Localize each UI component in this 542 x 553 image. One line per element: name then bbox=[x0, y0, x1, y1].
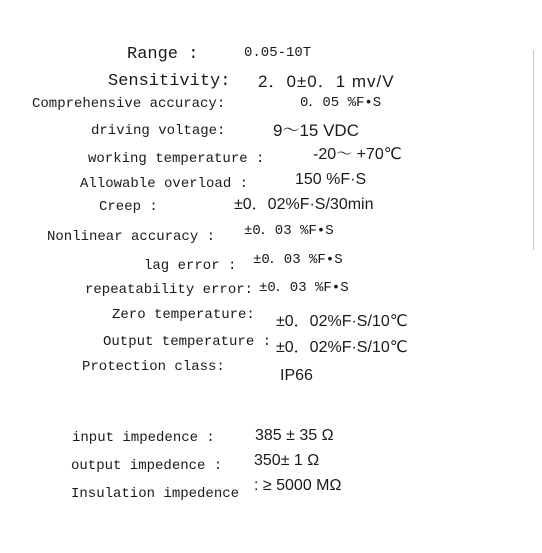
output-temperature-value: ±0．02%F·S/10℃ bbox=[276, 339, 408, 356]
output-impedence-label: output impedence : bbox=[71, 458, 223, 474]
sensitivity-label: Sensitivity: bbox=[108, 72, 231, 91]
nonlinear-accuracy-value: ±0．03 %F•S bbox=[244, 223, 334, 239]
lag-error-value: ±0．03 %F•S bbox=[253, 252, 343, 268]
protection-class-label: Protection class: bbox=[82, 359, 225, 375]
zero-temperature-value: ±0．02%F·S/10℃ bbox=[276, 313, 408, 330]
repeatability-error-value: ±0．03 %F•S bbox=[259, 280, 349, 296]
insulation-impedence-value: : ≥ 5000 MΩ bbox=[254, 477, 342, 494]
nonlinear-accuracy-label: Nonlinear accuracy : bbox=[47, 229, 216, 245]
protection-class-value: IP66 bbox=[280, 367, 313, 384]
comprehensive-accuracy-value: 0．05 %F•S bbox=[300, 95, 382, 111]
sensitivity-value: 2．0±0．1 mv/V bbox=[258, 72, 395, 91]
lag-error-label: lag error : bbox=[144, 258, 237, 274]
output-temperature-label: Output temperature : bbox=[103, 334, 272, 350]
creep-value: ±0．02%F·S/30min bbox=[234, 196, 374, 213]
insulation-impedence-label: Insulation impedence bbox=[71, 486, 240, 502]
input-impedence-value: 385 ± 35 Ω bbox=[255, 427, 334, 444]
allowable-overload-value: 150 %F·S bbox=[295, 171, 367, 188]
driving-voltage-label: driving voltage: bbox=[91, 123, 226, 139]
repeatability-error-label: repeatability error: bbox=[85, 282, 254, 298]
input-impedence-label: input impedence : bbox=[72, 430, 215, 446]
working-temperature-label: working temperature : bbox=[88, 151, 265, 167]
driving-voltage-value: 9～15 VDC bbox=[273, 121, 359, 140]
range-label: Range : bbox=[127, 45, 199, 64]
range-value: 0.05-10T bbox=[244, 45, 312, 61]
working-temperature-value: -20～ +70℃ bbox=[313, 146, 402, 163]
comprehensive-accuracy-label: Comprehensive accuracy: bbox=[32, 96, 226, 112]
right-border-line bbox=[533, 50, 534, 250]
zero-temperature-label: Zero temperature: bbox=[112, 307, 255, 323]
creep-label: Creep : bbox=[99, 199, 158, 215]
output-impedence-value: 350± 1 Ω bbox=[254, 452, 320, 469]
allowable-overload-label: Allowable overload : bbox=[80, 176, 249, 192]
